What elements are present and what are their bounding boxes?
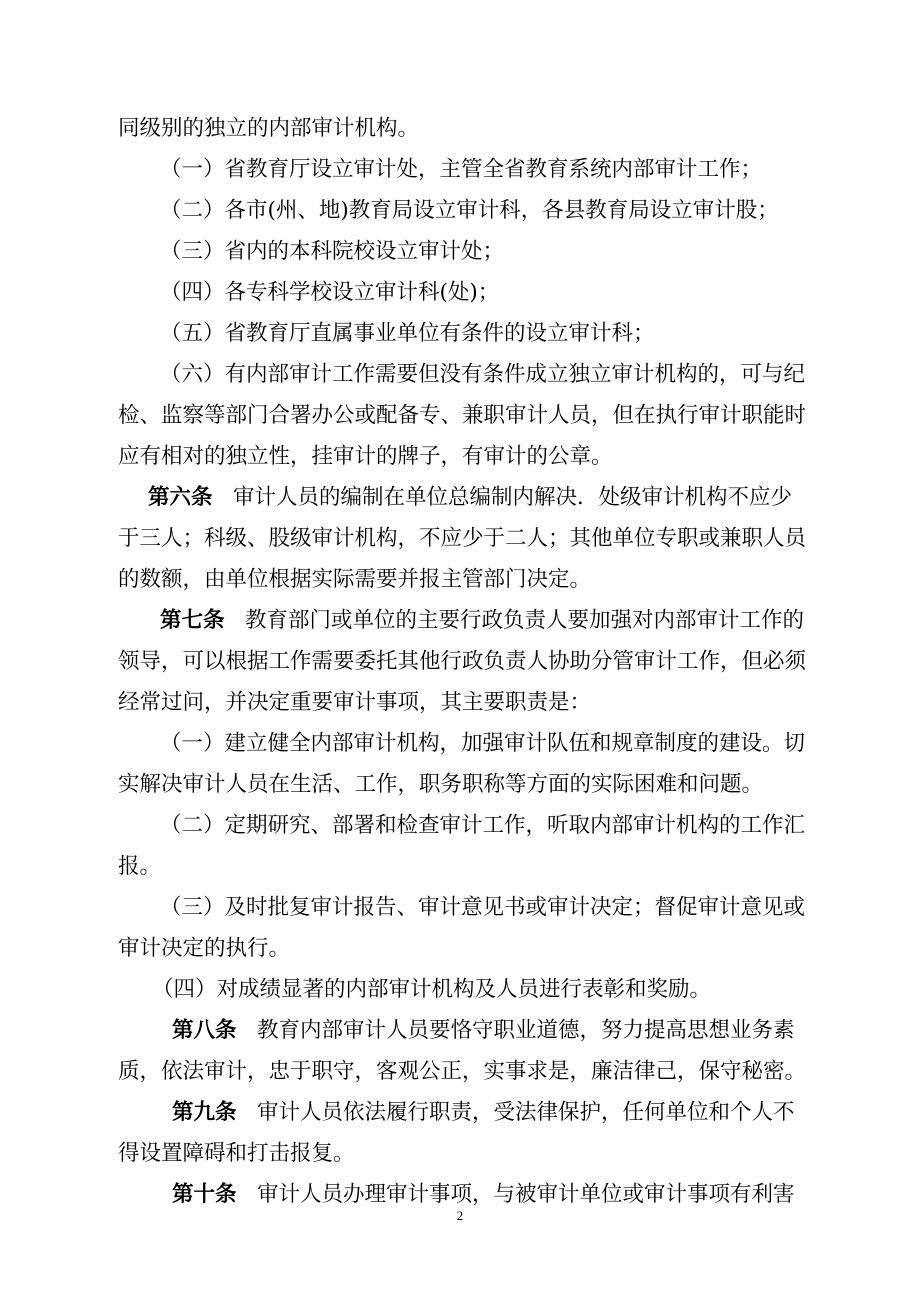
article-9: 第九条 审计人员依法履行职责，受法律保护，任何单位和个人不 xyxy=(172,1100,795,1125)
article-title: 第六条 xyxy=(148,485,213,510)
text-line: 同级别的独立的内部审计机构。 xyxy=(118,116,420,141)
text-line: 应有相对的独立性，挂审计的牌子，有审计的公章。 xyxy=(118,444,613,469)
text-line: 质，依法审计，忠于职守，客观公正，实事求是，廉洁律己，保守秘密。 xyxy=(118,1059,807,1084)
text-line: （三）及时批复审计报告、审计意见书或审计决定；督促审计意见或 xyxy=(160,895,806,920)
article-7: 第七条 教育部门或单位的主要行政负责人要加强对内部审计工作的 xyxy=(160,608,805,633)
text-line: 实解决审计人员在生活、工作，职务职称等方面的实际困难和问题。 xyxy=(118,772,764,797)
article-title: 第十条 xyxy=(172,1182,237,1207)
article-title: 第八条 xyxy=(172,1018,237,1043)
text-line: （四）对成绩显著的内部审计机构及人员进行表彰和奖励。 xyxy=(152,977,712,1002)
page-number: 2 xyxy=(456,1208,464,1223)
text-line: （四）各专科学校设立审计科(处)； xyxy=(160,280,500,305)
text-line: 经常过问，并决定重要审计事项，其主要职责是： xyxy=(118,690,592,715)
article-title: 第九条 xyxy=(172,1100,237,1125)
article-title: 第七条 xyxy=(160,608,225,633)
text-line: （二）各市(州、地)教育局设立审计科，各县教育局设立审计股； xyxy=(160,198,779,223)
text-line: 于三人；科级、股级审计机构，不应少于二人；其他单位专职或兼职人员 xyxy=(118,526,807,551)
text-line: （一）省教育厅设立审计处，主管全省教育系统内部审计工作； xyxy=(160,157,763,182)
text-line: 检、监察等部门合署办公或配备专、兼职审计人员，但在执行审计职能时 xyxy=(118,403,807,428)
text-line: （五）省教育厅直属事业单位有条件的设立审计科； xyxy=(160,321,655,346)
text-line: （六）有内部审计工作需要但没有条件成立独立审计机构的，可与纪 xyxy=(160,362,806,387)
article-6: 第六条 审计人员的编制在单位总编制内解决．处级审计机构不应少 xyxy=(148,485,793,510)
article-8: 第八条 教育内部审计人员要恪守职业道德，努力提高思想业务素 xyxy=(172,1018,795,1043)
text-line: 的数额，由单位根据实际需要并报主管部门决定。 xyxy=(118,567,592,592)
text-line: （三）省内的本科院校设立审计处； xyxy=(160,239,505,264)
text-line: （二）定期研究、部署和检查审计工作，听取内部审计机构的工作汇 xyxy=(160,813,806,838)
text-line: 报。 xyxy=(118,854,162,879)
text-line: （一）建立健全内部审计机构，加强审计队伍和规章制度的建设。切 xyxy=(160,731,806,756)
text-line: 得设置障碍和打击报复。 xyxy=(118,1141,355,1166)
article-10: 第十条 审计人员办理审计事项，与被审计单位或审计事项有利害 xyxy=(172,1182,795,1207)
text-line: 审计决定的执行。 xyxy=(118,936,291,961)
text-line: 领导，可以根据工作需要委托其他行政负责人协助分管审计工作，但必须 xyxy=(118,649,807,674)
